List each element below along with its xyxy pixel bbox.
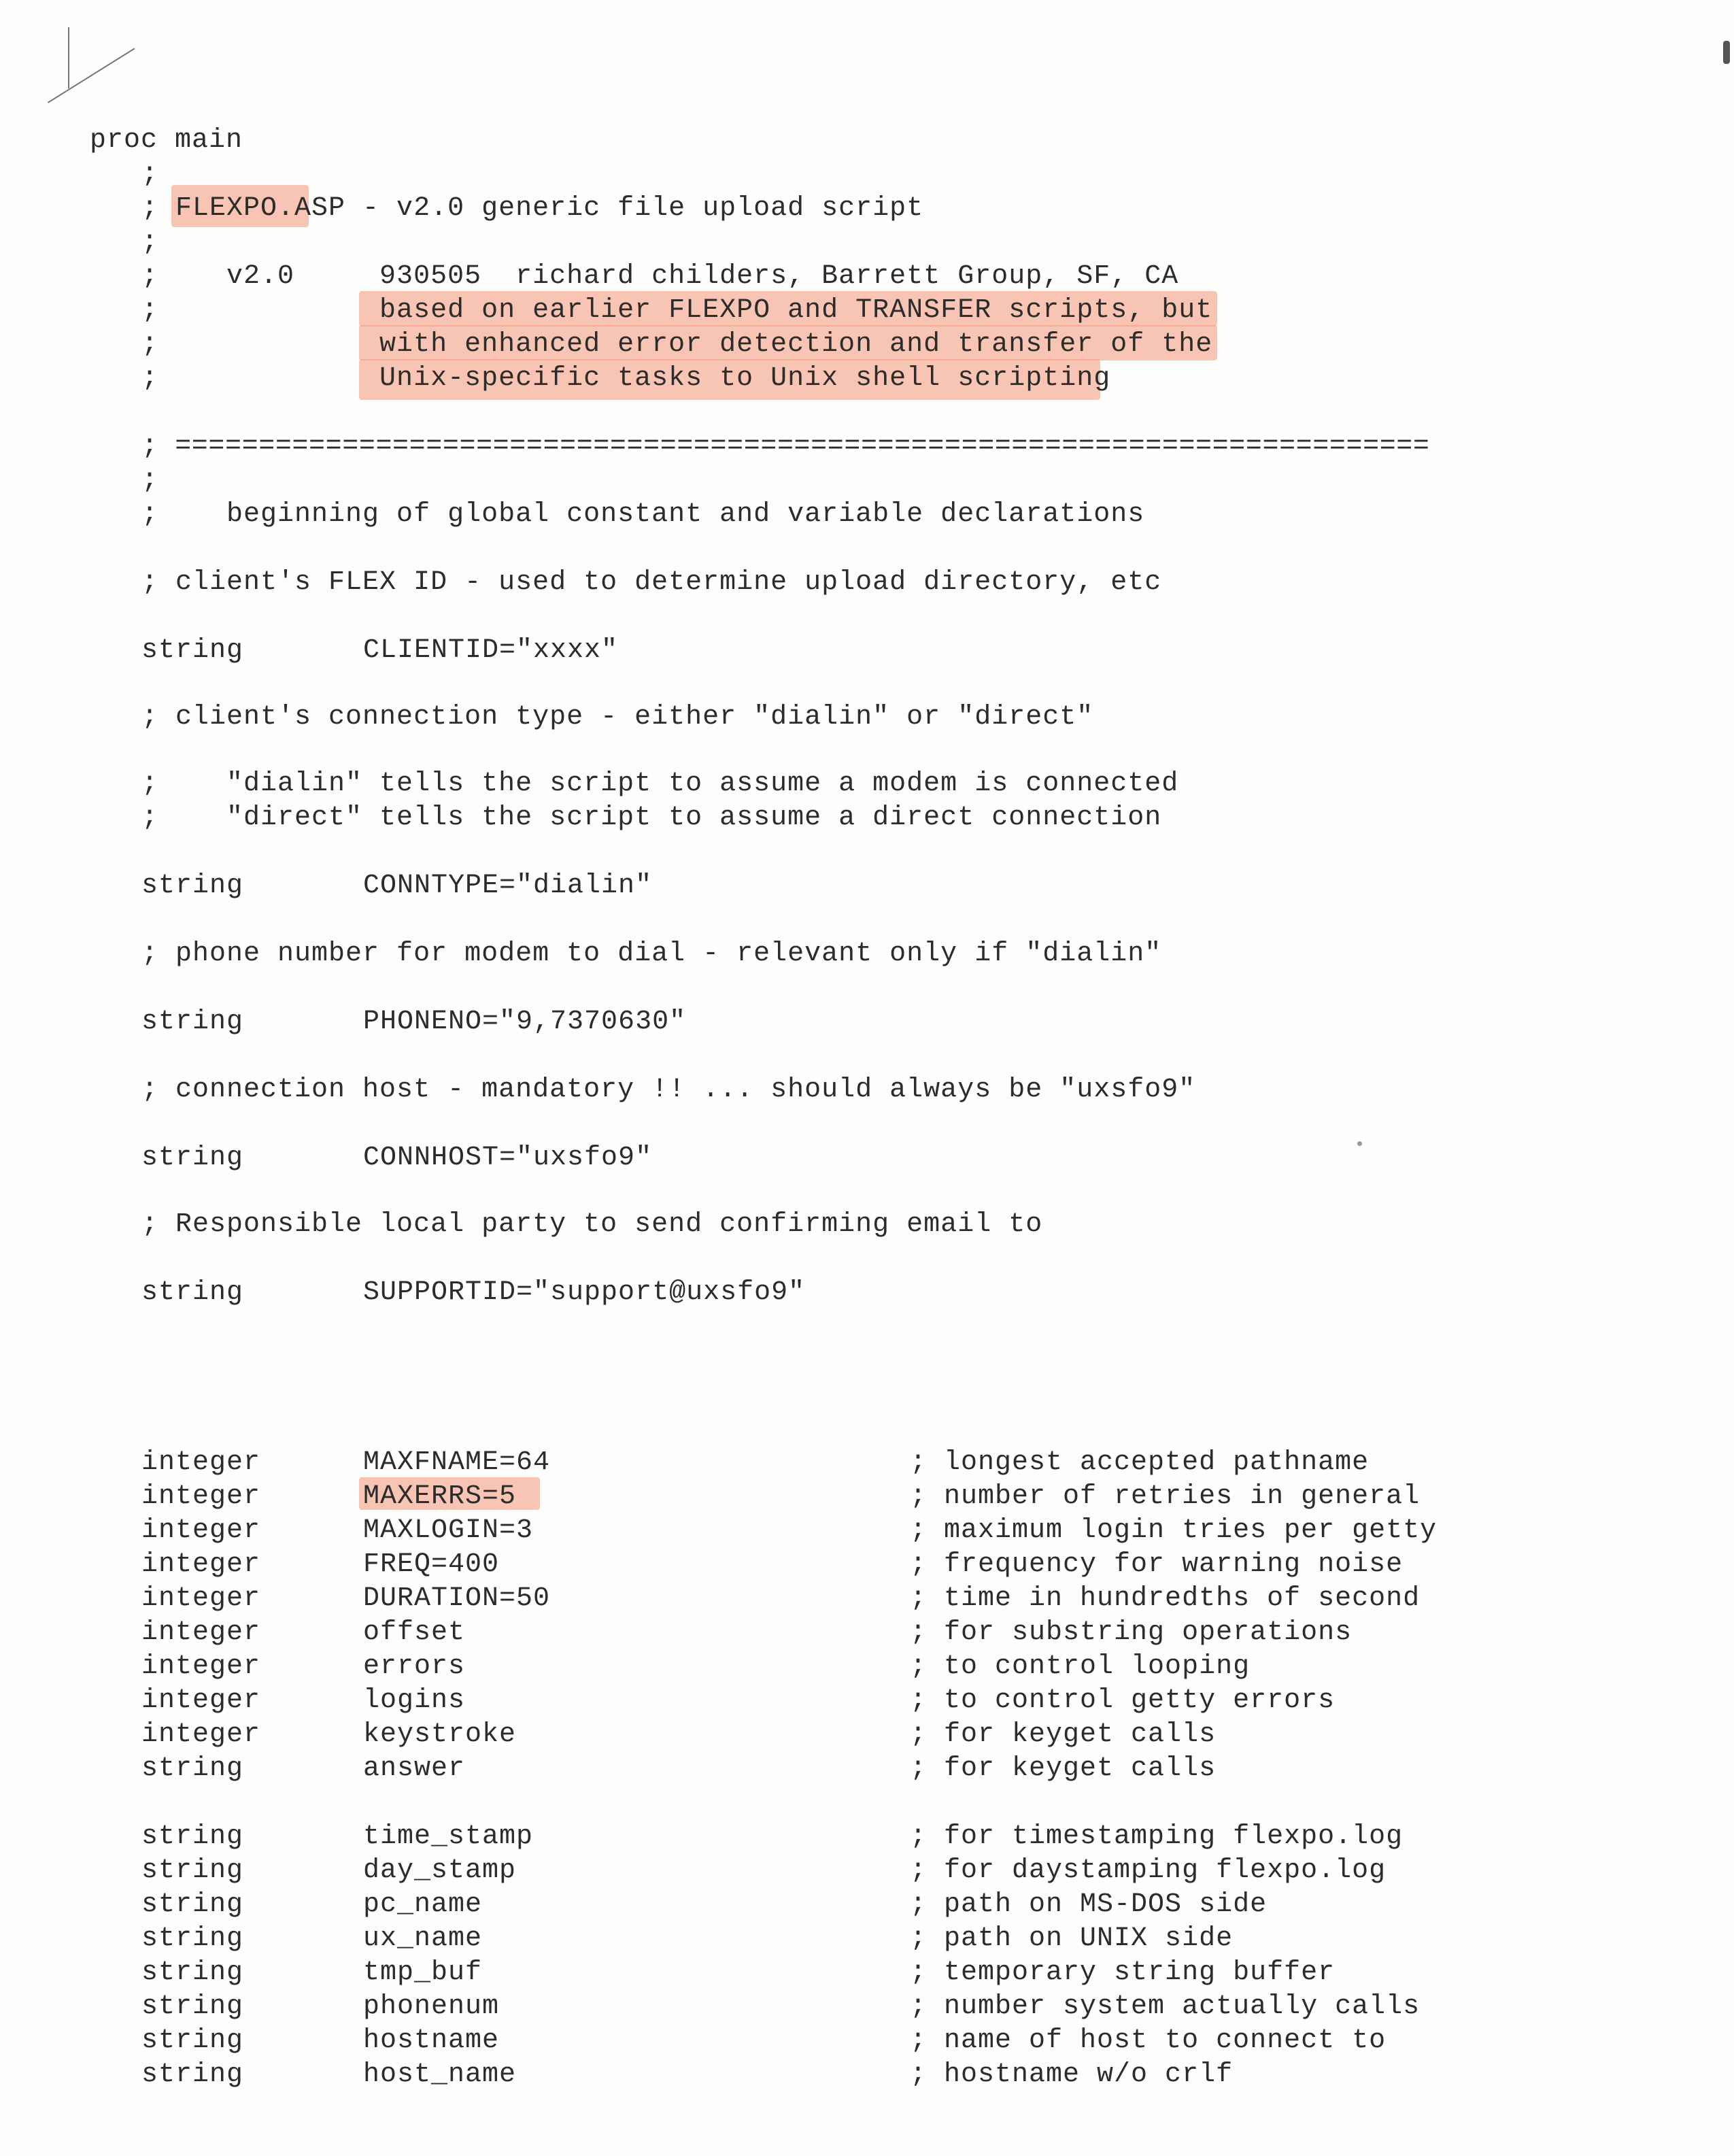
phoneno-decl: PHONENO="9,7370630" (363, 1007, 687, 1037)
decl-comment: ; number of retries in general (910, 1481, 1421, 1512)
decl-name: keystroke (363, 1719, 517, 1750)
decl-comment: ; for keyget calls (910, 1753, 1217, 1784)
decl-type: string (141, 2025, 244, 2056)
header-comment-line: ; (141, 227, 159, 258)
supportid-type: string (141, 1277, 244, 1308)
conntype-type: string (141, 871, 244, 901)
decl-type: integer (141, 1685, 261, 1716)
phoneno-type: string (141, 1007, 244, 1037)
clientid-type: string (141, 635, 244, 666)
decl-type: string (141, 1889, 244, 1920)
header-description-line: ; based on earlier FLEXPO and TRANSFER scripts, but (141, 295, 1213, 326)
decl-type: integer (141, 1719, 261, 1750)
decl-name: offset (363, 1617, 466, 1648)
decl-type: integer (141, 1583, 261, 1614)
decl-comment: ; maximum login tries per getty (910, 1515, 1438, 1546)
decl-comment: ; for keyget calls (910, 1719, 1217, 1750)
separator-blank: ; (141, 465, 159, 496)
decl-name: answer (363, 1753, 466, 1784)
decl-name: MAXFNAME=64 (363, 1447, 551, 1478)
section-title: ; beginning of global constant and variable declarations (141, 499, 1145, 530)
decl-name: day_stamp (363, 1855, 517, 1886)
decl-comment: ; hostname w/o crlf (910, 2059, 1234, 2090)
conntype-note: ; "direct" tells the script to assume a direct connection (141, 803, 1162, 833)
decl-name: time_stamp (363, 1821, 534, 1852)
decl-type: string (141, 1923, 244, 1954)
decl-name: logins (363, 1685, 466, 1716)
decl-name: MAXERRS=5 (363, 1481, 517, 1512)
decl-type: integer (141, 1447, 261, 1478)
conntype-comment: ; client's connection type - either "dialin" or "direct" (141, 702, 1094, 732)
decl-type: string (141, 1821, 244, 1852)
decl-type: integer (141, 1651, 261, 1682)
pen-mark-diagonal (48, 48, 135, 103)
decl-type: string (141, 1991, 244, 2022)
decl-name: DURATION=50 (363, 1583, 551, 1614)
pen-mark-vertical (68, 27, 69, 88)
decl-comment: ; frequency for warning noise (910, 1549, 1404, 1580)
decl-comment: ; path on MS-DOS side (910, 1889, 1268, 1920)
decl-comment: ; for substring operations (910, 1617, 1353, 1648)
decl-comment: ; to control looping (910, 1651, 1251, 1682)
supportid-comment: ; Responsible local party to send confirming email to (141, 1209, 1043, 1240)
decl-name: MAXLOGIN=3 (363, 1515, 534, 1546)
header-description-line: ; Unix-specific tasks to Unix shell scripting (141, 363, 1111, 394)
speck-top-right (1723, 41, 1730, 64)
decl-name: phonenum (363, 1991, 500, 2022)
decl-comment: ; time in hundredths of second (910, 1583, 1421, 1614)
decl-comment: ; name of host to connect to (910, 2025, 1387, 2056)
decl-type: integer (141, 1481, 261, 1512)
decl-type: string (141, 1855, 244, 1886)
header-comment-line: ; (141, 159, 159, 190)
decl-comment: ; for daystamping flexpo.log (910, 1855, 1387, 1886)
supportid-decl: SUPPORTID="support@uxsfo9" (363, 1277, 806, 1308)
decl-comment: ; number system actually calls (910, 1991, 1421, 2022)
decl-comment: ; for timestamping flexpo.log (910, 1821, 1404, 1852)
conntype-decl: CONNTYPE="dialin" (363, 871, 653, 901)
decl-type: integer (141, 1617, 261, 1648)
decl-type: string (141, 2059, 244, 2090)
decl-type: integer (141, 1549, 261, 1580)
decl-comment: ; longest accepted pathname (910, 1447, 1370, 1478)
decl-comment: ; path on UNIX side (910, 1923, 1234, 1954)
proc-main-line: proc main (90, 125, 243, 156)
decl-type: string (141, 1957, 244, 1988)
conntype-note: ; "dialin" tells the script to assume a modem is connected (141, 769, 1179, 799)
separator-rule: ; =========================================================================== (141, 431, 1430, 462)
connhost-type: string (141, 1143, 244, 1173)
connhost-decl: CONNHOST="uxsfo9" (363, 1143, 653, 1173)
decl-comment: ; temporary string buffer (910, 1957, 1336, 1988)
decl-name: ux_name (363, 1923, 483, 1954)
decl-name: FREQ=400 (363, 1549, 500, 1580)
clientid-decl: CLIENTID="xxxx" (363, 635, 619, 666)
decl-name: host_name (363, 2059, 517, 2090)
decl-name: pc_name (363, 1889, 483, 1920)
header-description-line: ; with enhanced error detection and transfer of the (141, 329, 1213, 360)
decl-name: hostname (363, 2025, 500, 2056)
clientid-comment: ; client's FLEX ID - used to determine upload directory, etc (141, 567, 1162, 598)
header-title-line: ; FLEXPO.ASP - v2.0 generic file upload script (141, 193, 924, 224)
speck-mid (1357, 1141, 1362, 1146)
connhost-comment: ; connection host - mandatory !! ... should always be "uxsfo9" (141, 1075, 1196, 1105)
decl-name: errors (363, 1651, 466, 1682)
decl-comment: ; to control getty errors (910, 1685, 1336, 1716)
decl-type: integer (141, 1515, 261, 1546)
phoneno-comment: ; phone number for modem to dial - relevant only if "dialin" (141, 939, 1162, 969)
decl-type: string (141, 1753, 244, 1784)
header-version-line: ; v2.0 930505 richard childers, Barrett Group, SF, CA (141, 261, 1179, 292)
decl-name: tmp_buf (363, 1957, 483, 1988)
